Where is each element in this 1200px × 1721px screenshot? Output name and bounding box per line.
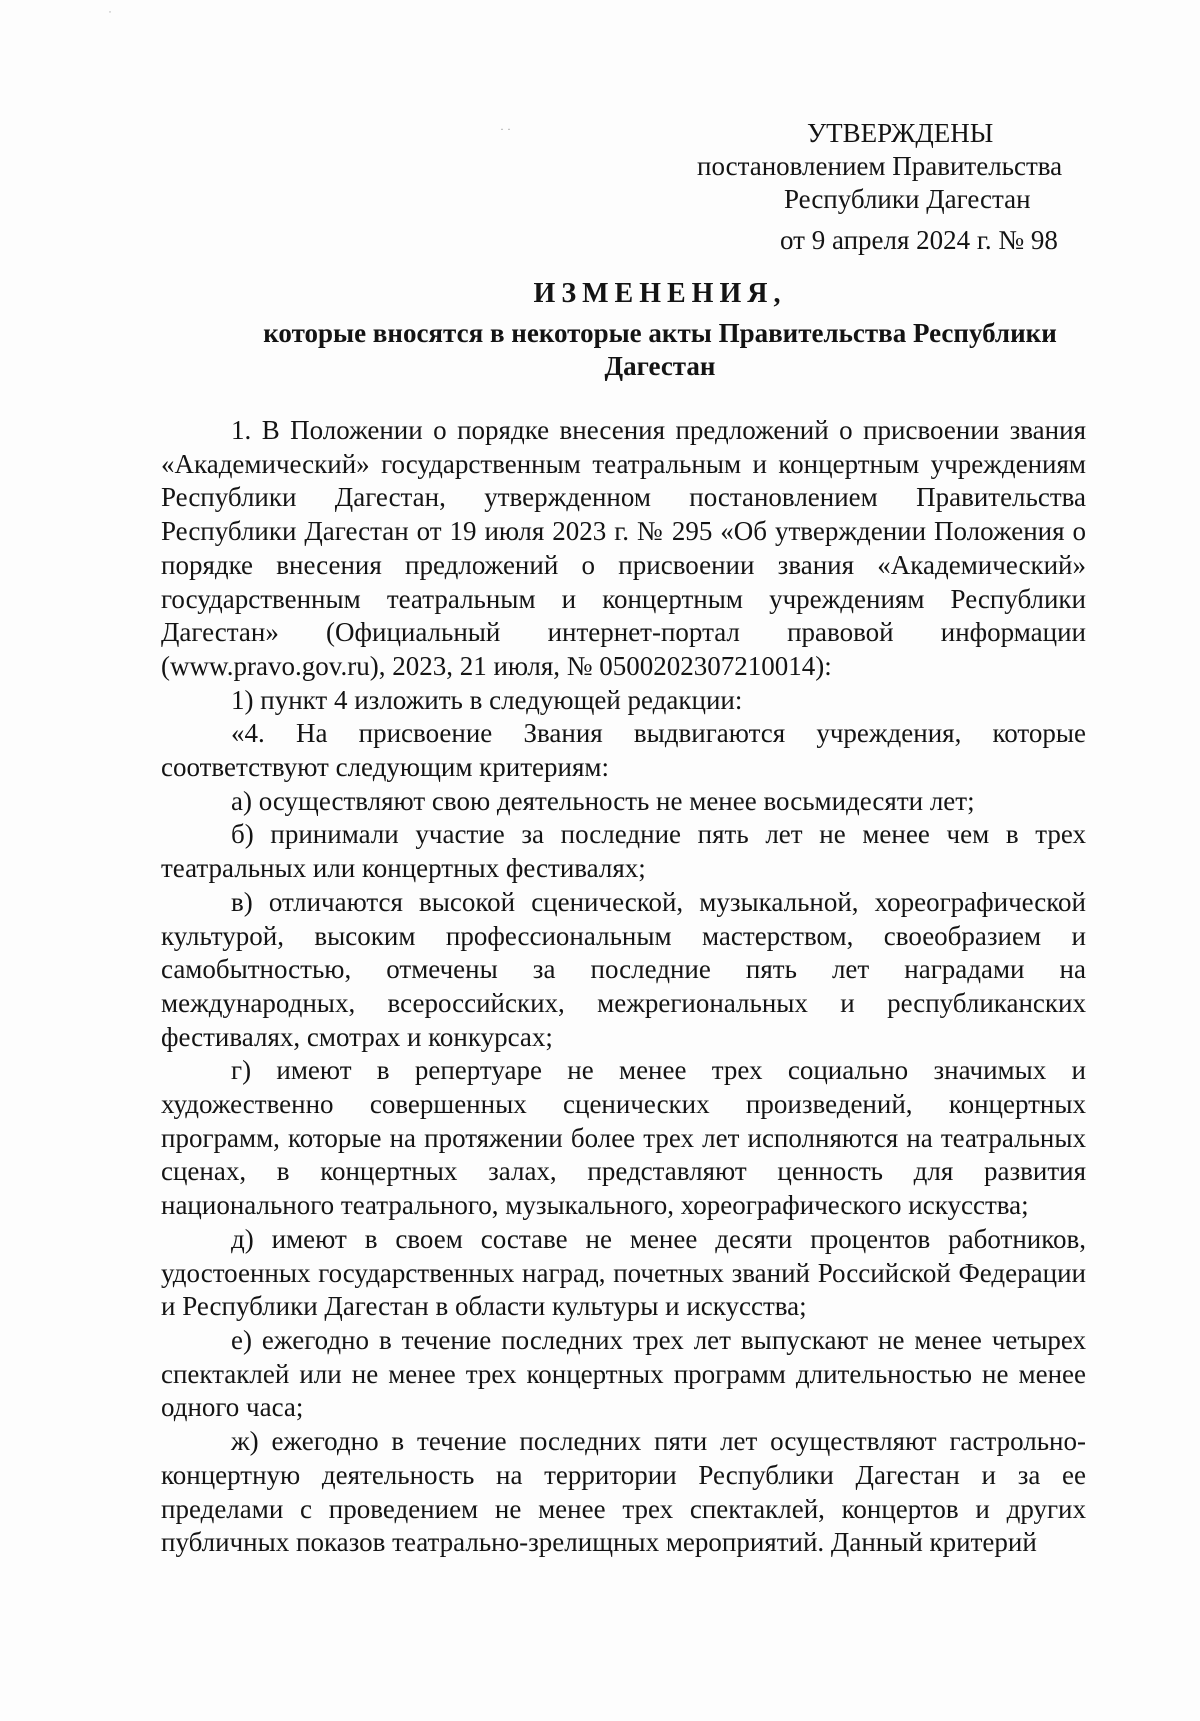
paragraph-criterion-g: г) имеют в репертуаре не менее трех социально значимых и художественно совершенных сценических произведений, концертных программ, которые на протяжении более трех лет исполняются на театральных сценах, в концертных залах, представляют ценность для развития национального театрального, музыкального, хореографического искусства;: [161, 1055, 1086, 1221]
paragraph-criterion-e: е) ежегодно в течение последних трех лет выпускают не менее четырех спектаклей или не менее трех концертных программ длительностью не менее одного часа;: [161, 1324, 1086, 1423]
approval-line-date: от 9 апреля 2024 г. № 98: [780, 225, 1058, 255]
paragraph-criterion-v: в) отличаются высокой сценической, музыкальной, хореографической культурой, высоким профессиональным мастерством, своеобразием и самобытностью, отмечены за последние пять лет наградами на международных, всероссийских, межрегиональных и республиканских фестивалях, смотрах и конкурсах;: [161, 886, 1086, 1052]
document-subtitle-line1: которые вносятся в некоторые акты Правительства Республики: [263, 318, 1057, 348]
approval-line-republic: Республики Дагестан: [784, 184, 1031, 214]
paragraph-criterion-d: д) имеют в своем составе не менее десяти процентов работников, удостоенных государственных наград, почетных званий Российской Федерации и Республики Дагестан в области культуры и искусства;: [161, 1223, 1086, 1322]
paragraph-item-1: 1. В Положении о порядке внесения предложений о присвоении звания «Академический» государственным театральным и концертным учреждениям Республики Дагестан, утвержденном постановлением Правительства Республики Дагестан от 19 июля 2023 г. № 295 «Об утверждении Положения о порядке внесения предложений о присвоении звания «Академический» государственным театральным и концертным учреждениям Республики Дагестан» (Официальный интернет-портал правовой информации (www.pravo.gov.ru), 2023, 21 июля, № 0500202307210014):: [161, 415, 1086, 681]
approval-line-decree: постановлением Правительства: [697, 151, 1063, 181]
scan-speck: ˙: [108, 8, 112, 22]
paragraph-subitem-1: 1) пункт 4 изложить в следующей редакции:: [231, 684, 743, 715]
document-title: ИЗМЕНЕНИЯ,: [533, 278, 787, 309]
paragraph-criterion-zh: ж) ежегодно в течение последних пяти лет осуществляют гастрольно-концертную деятельность на территории Республики Дагестан и за ее пределами с проведением не менее трех спектаклей, концертов и других публичных показов театрально-зрелищных мероприятий. Данный критерий: [161, 1426, 1086, 1558]
paragraph-criterion-b: б) принимали участие за последние пять лет не менее чем в трех театральных или концертных фестивалях;: [161, 819, 1086, 884]
paragraph-criterion-a: а) осуществляют свою деятельность не менее восьмидесяти лет;: [231, 785, 975, 816]
document-subtitle-line2: Дагестан: [604, 351, 716, 381]
document-body: [161, 414, 1086, 1560]
scan-speck: · ·: [500, 122, 511, 136]
paragraph-point-4: «4. На присвоение Звания выдвигаются учреждения, которые соответствуют следующим критериям:: [161, 718, 1086, 783]
approval-heading: УТВЕРЖДЕНЫ: [807, 118, 994, 148]
